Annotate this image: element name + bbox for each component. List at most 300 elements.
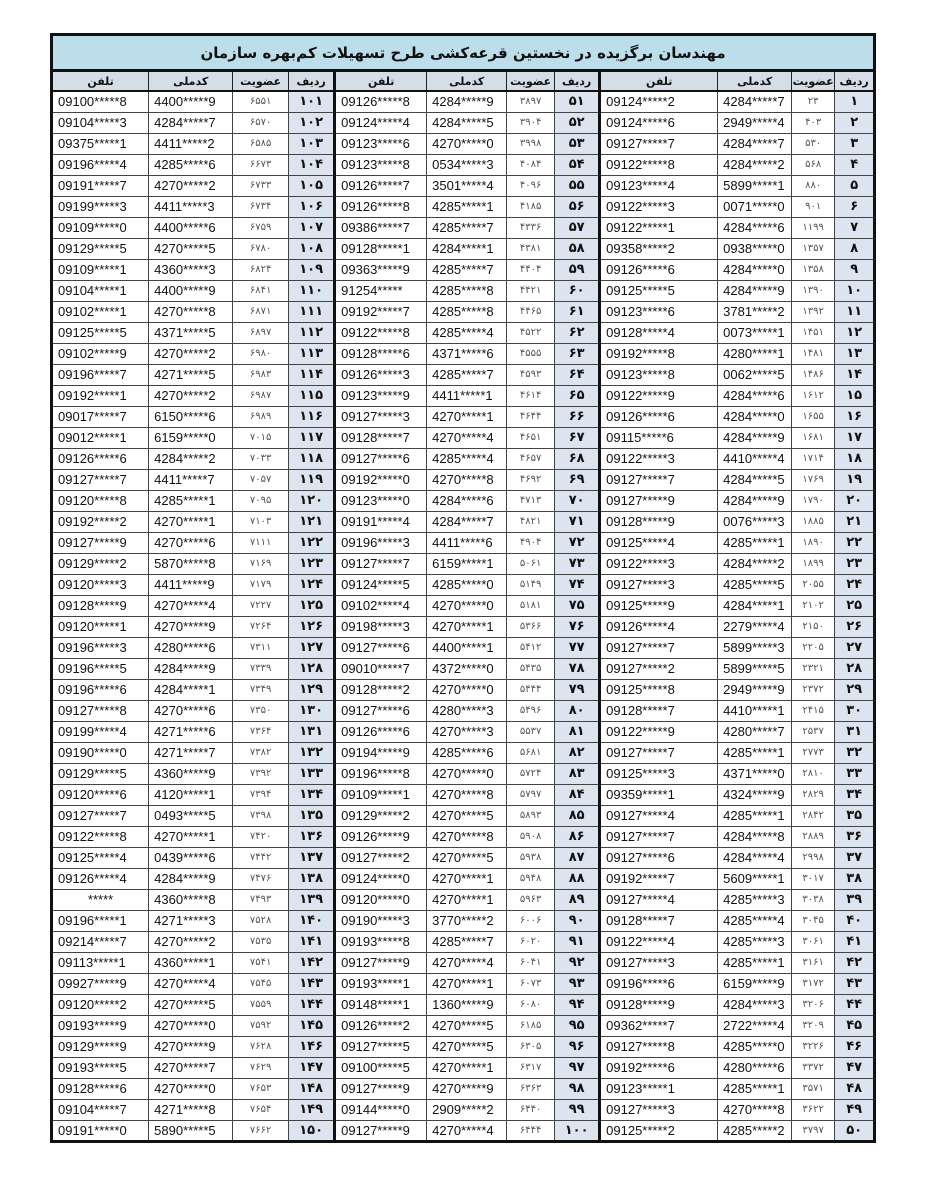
national-code-cell: 4372*****0 bbox=[427, 658, 507, 679]
phone-cell: 09375*****1 bbox=[52, 133, 149, 154]
header-row-number: ردیف bbox=[555, 71, 600, 92]
national-code-cell: 4284*****1 bbox=[718, 595, 792, 616]
row-number-cell: ۱۱۰ bbox=[289, 280, 335, 301]
national-code-cell: 4410*****1 bbox=[718, 700, 792, 721]
row-number-cell: ۹۲ bbox=[555, 952, 600, 973]
membership-cell: ۵۴۱۲ bbox=[507, 637, 555, 658]
membership-cell: ۴۷۱۳ bbox=[507, 490, 555, 511]
row-number-cell: ۱۲۳ bbox=[289, 553, 335, 574]
membership-cell: ۶۰۸۰ bbox=[507, 994, 555, 1015]
phone-cell: 09127*****7 bbox=[600, 742, 718, 763]
row-number-cell: ۱۰۲ bbox=[289, 112, 335, 133]
national-code-cell: 4270*****0 bbox=[149, 1078, 233, 1099]
membership-cell: ۳۰۱۷ bbox=[792, 868, 835, 889]
membership-cell: ۵۹۶۳ bbox=[507, 889, 555, 910]
row-number-cell: ۸۹ bbox=[555, 889, 600, 910]
national-code-cell: 4371*****0 bbox=[718, 763, 792, 784]
national-code-cell: 2909*****2 bbox=[427, 1099, 507, 1120]
row-number-cell: ۴۰ bbox=[835, 910, 875, 931]
phone-cell: 09191*****0 bbox=[52, 1120, 149, 1141]
national-code-cell: 4270*****1 bbox=[427, 616, 507, 637]
membership-cell: ۵۹۳۸ bbox=[507, 847, 555, 868]
row-number-cell: ۹۳ bbox=[555, 973, 600, 994]
row-number-cell: ۱۲۴ bbox=[289, 574, 335, 595]
national-code-cell: 0071*****0 bbox=[718, 196, 792, 217]
national-code-cell: 6159*****1 bbox=[427, 553, 507, 574]
phone-cell: 09120*****1 bbox=[52, 616, 149, 637]
national-code-cell: 4285*****1 bbox=[718, 532, 792, 553]
membership-cell: ۱۷۹۰ bbox=[792, 490, 835, 511]
row-number-cell: ۷۵ bbox=[555, 595, 600, 616]
national-code-cell: 4410*****4 bbox=[718, 448, 792, 469]
phone-cell: 09358*****2 bbox=[600, 238, 718, 259]
phone-cell: 09194*****9 bbox=[335, 742, 427, 763]
phone-cell: 09123*****8 bbox=[335, 154, 427, 175]
membership-cell: ۷۳۱۱ bbox=[233, 637, 289, 658]
national-code-cell: 4271*****3 bbox=[149, 910, 233, 931]
header-membership: عضویت bbox=[792, 71, 835, 92]
national-code-cell: 5899*****1 bbox=[718, 175, 792, 196]
national-code-cell: 4285*****0 bbox=[718, 1036, 792, 1057]
row-number-cell: ۱۴۳ bbox=[289, 973, 335, 994]
national-code-cell: 4280*****3 bbox=[427, 700, 507, 721]
membership-cell: ۱۶۵۵ bbox=[792, 406, 835, 427]
row-number-cell: ۱۲۶ bbox=[289, 616, 335, 637]
membership-cell: ۵۳۶۶ bbox=[507, 616, 555, 637]
phone-cell: 09192*****8 bbox=[600, 343, 718, 364]
row-number-cell: ۶۲ bbox=[555, 322, 600, 343]
phone-cell: 09127*****3 bbox=[335, 406, 427, 427]
phone-cell: 09128*****7 bbox=[600, 910, 718, 931]
membership-cell: ۶۹۸۹ bbox=[233, 406, 289, 427]
phone-cell: 09127*****4 bbox=[600, 889, 718, 910]
phone-cell: 09128*****9 bbox=[600, 511, 718, 532]
table-row bbox=[52, 91, 875, 112]
national-code-cell: 4271*****6 bbox=[149, 721, 233, 742]
row-number-cell: ۸۶ bbox=[555, 826, 600, 847]
row-number-cell: ۱۳۱ bbox=[289, 721, 335, 742]
phone-cell: 09386*****7 bbox=[335, 217, 427, 238]
phone-cell: 09196*****8 bbox=[335, 763, 427, 784]
phone-cell: 09125*****8 bbox=[600, 679, 718, 700]
membership-cell: ۵۹۰۸ bbox=[507, 826, 555, 847]
table-row bbox=[52, 133, 875, 154]
phone-cell: 09126*****4 bbox=[600, 616, 718, 637]
column-header-row bbox=[52, 71, 875, 92]
phone-cell: 09127*****4 bbox=[600, 805, 718, 826]
membership-cell: ۶۰۲۰ bbox=[507, 931, 555, 952]
phone-cell: 91254***** bbox=[335, 280, 427, 301]
phone-cell: 09192*****7 bbox=[600, 868, 718, 889]
row-number-cell: ۹۱ bbox=[555, 931, 600, 952]
table-row bbox=[52, 238, 875, 259]
membership-cell: ۱۷۱۴ bbox=[792, 448, 835, 469]
national-code-cell: 4285*****7 bbox=[427, 364, 507, 385]
membership-cell: ۴۴۶۵ bbox=[507, 301, 555, 322]
table-row bbox=[52, 196, 875, 217]
national-code-cell: 4360*****8 bbox=[149, 889, 233, 910]
phone-cell: 09127*****5 bbox=[335, 1036, 427, 1057]
national-code-cell: 4284*****9 bbox=[718, 427, 792, 448]
national-code-cell: 4284*****1 bbox=[149, 679, 233, 700]
table-row bbox=[52, 742, 875, 763]
phone-cell: 09128*****7 bbox=[600, 700, 718, 721]
phone-cell: 09127*****7 bbox=[52, 469, 149, 490]
header-national-code: کدملی bbox=[718, 71, 792, 92]
row-number-cell: ۲۶ bbox=[835, 616, 875, 637]
phone-cell: 09104*****7 bbox=[52, 1099, 149, 1120]
membership-cell: ۲۳ bbox=[792, 91, 835, 112]
membership-cell: ۴۰۹۶ bbox=[507, 175, 555, 196]
phone-cell: 09122*****9 bbox=[600, 721, 718, 742]
membership-cell: ۱۴۸۱ bbox=[792, 343, 835, 364]
table-row bbox=[52, 805, 875, 826]
national-code-cell: 4285*****4 bbox=[427, 448, 507, 469]
membership-cell: ۲۸۲۹ bbox=[792, 784, 835, 805]
table-row bbox=[52, 868, 875, 889]
membership-cell: ۷۰۳۳ bbox=[233, 448, 289, 469]
row-number-cell: ۵۱ bbox=[555, 91, 600, 112]
national-code-cell: 4271*****7 bbox=[149, 742, 233, 763]
phone-cell: 09128*****6 bbox=[335, 343, 427, 364]
membership-cell: ۶۳۱۷ bbox=[507, 1057, 555, 1078]
national-code-cell: 0439*****6 bbox=[149, 847, 233, 868]
phone-cell: 09123*****6 bbox=[335, 133, 427, 154]
row-number-cell: ۱۳۹ bbox=[289, 889, 335, 910]
header-national-code: کدملی bbox=[427, 71, 507, 92]
row-number-cell: ۳۶ bbox=[835, 826, 875, 847]
national-code-cell: 4270*****4 bbox=[149, 973, 233, 994]
phone-cell: 09129*****2 bbox=[335, 805, 427, 826]
national-code-cell: 4284*****8 bbox=[718, 826, 792, 847]
phone-cell: 09128*****9 bbox=[52, 595, 149, 616]
membership-cell: ۷۴۷۶ bbox=[233, 868, 289, 889]
national-code-cell: 4284*****0 bbox=[718, 406, 792, 427]
row-number-cell: ۱۹ bbox=[835, 469, 875, 490]
phone-cell: 09192*****7 bbox=[335, 301, 427, 322]
membership-cell: ۷۴۹۳ bbox=[233, 889, 289, 910]
phone-cell: 09122*****3 bbox=[600, 448, 718, 469]
phone-cell: 09120*****3 bbox=[52, 574, 149, 595]
row-number-cell: ۶۱ bbox=[555, 301, 600, 322]
row-number-cell: ۴۴ bbox=[835, 994, 875, 1015]
row-number-cell: ۵۵ bbox=[555, 175, 600, 196]
membership-cell: ۷۳۴۹ bbox=[233, 679, 289, 700]
national-code-cell: 4400*****6 bbox=[149, 217, 233, 238]
national-code-cell: 4284*****0 bbox=[718, 259, 792, 280]
page-title: مهندسان برگزیده در نخستین قرعه‌کشی طرح تسهیلات کم‌بهره سازمان bbox=[52, 35, 875, 71]
phone-cell: 09129*****5 bbox=[52, 763, 149, 784]
membership-cell: ۱۳۹۲ bbox=[792, 301, 835, 322]
table-row bbox=[52, 217, 875, 238]
membership-cell: ۸۸۰ bbox=[792, 175, 835, 196]
membership-cell: ۷۵۴۱ bbox=[233, 952, 289, 973]
membership-cell: ۷۳۹۲ bbox=[233, 763, 289, 784]
phone-cell: 09193*****5 bbox=[52, 1057, 149, 1078]
row-number-cell: ۲۷ bbox=[835, 637, 875, 658]
row-number-cell: ۸۵ bbox=[555, 805, 600, 826]
row-number-cell: ۳۳ bbox=[835, 763, 875, 784]
row-number-cell: ۱۵۰ bbox=[289, 1120, 335, 1141]
membership-cell: ۶۸۹۷ bbox=[233, 322, 289, 343]
phone-cell: 09127*****6 bbox=[335, 637, 427, 658]
membership-cell: ۴۸۲۱ bbox=[507, 511, 555, 532]
membership-cell: ۲۰۵۵ bbox=[792, 574, 835, 595]
row-number-cell: ۱۰ bbox=[835, 280, 875, 301]
title-row bbox=[52, 35, 875, 71]
row-number-cell: ۴۷ bbox=[835, 1057, 875, 1078]
membership-cell: ۴۵۲۲ bbox=[507, 322, 555, 343]
membership-cell: ۲۴۱۵ bbox=[792, 700, 835, 721]
phone-cell: 09102*****9 bbox=[52, 343, 149, 364]
row-number-cell: ۳۷ bbox=[835, 847, 875, 868]
row-number-cell: ۱۱۵ bbox=[289, 385, 335, 406]
row-number-cell: ۱۳۷ bbox=[289, 847, 335, 868]
row-number-cell: ۴۲ bbox=[835, 952, 875, 973]
phone-cell: 09125*****5 bbox=[52, 322, 149, 343]
phone-cell: 09127*****7 bbox=[600, 133, 718, 154]
phone-cell: 09127*****7 bbox=[600, 469, 718, 490]
national-code-cell: 4284*****7 bbox=[149, 112, 233, 133]
table-row bbox=[52, 1078, 875, 1099]
national-code-cell: 4270*****8 bbox=[718, 1099, 792, 1120]
phone-cell: 09113*****1 bbox=[52, 952, 149, 973]
phone-cell: 09125*****4 bbox=[600, 532, 718, 553]
row-number-cell: ۱ bbox=[835, 91, 875, 112]
table-row bbox=[52, 406, 875, 427]
national-code-cell: 4284*****9 bbox=[149, 868, 233, 889]
membership-cell: ۲۷۷۳ bbox=[792, 742, 835, 763]
phone-cell: 09122*****1 bbox=[600, 217, 718, 238]
phone-cell: 09129*****2 bbox=[52, 553, 149, 574]
membership-cell: ۱۱۹۹ bbox=[792, 217, 835, 238]
row-number-cell: ۱۴۹ bbox=[289, 1099, 335, 1120]
row-number-cell: ۱۲۲ bbox=[289, 532, 335, 553]
table-row bbox=[52, 1036, 875, 1057]
membership-cell: ۶۰۴۱ bbox=[507, 952, 555, 973]
phone-cell: 09123*****9 bbox=[335, 385, 427, 406]
national-code-cell: 0073*****1 bbox=[718, 322, 792, 343]
national-code-cell: 2722*****4 bbox=[718, 1015, 792, 1036]
phone-cell: 09192*****1 bbox=[52, 385, 149, 406]
row-number-cell: ۸۷ bbox=[555, 847, 600, 868]
membership-cell: ۲۱۰۲ bbox=[792, 595, 835, 616]
table-row bbox=[52, 553, 875, 574]
phone-cell: 09192*****6 bbox=[600, 1057, 718, 1078]
row-number-cell: ۱۳۵ bbox=[289, 805, 335, 826]
row-number-cell: ۱۴ bbox=[835, 364, 875, 385]
membership-cell: ۶۵۷۰ bbox=[233, 112, 289, 133]
row-number-cell: ۱۲۰ bbox=[289, 490, 335, 511]
national-code-cell: 4284*****1 bbox=[427, 238, 507, 259]
national-code-cell: 4285*****1 bbox=[149, 490, 233, 511]
membership-cell: ۳۰۴۵ bbox=[792, 910, 835, 931]
row-number-cell: ۲۴ bbox=[835, 574, 875, 595]
national-code-cell: 5899*****5 bbox=[718, 658, 792, 679]
row-number-cell: ۱۱۷ bbox=[289, 427, 335, 448]
membership-cell: ۱۴۵۱ bbox=[792, 322, 835, 343]
membership-cell: ۵۵۳۷ bbox=[507, 721, 555, 742]
national-code-cell: 4270*****2 bbox=[149, 931, 233, 952]
phone-cell: 09127*****7 bbox=[52, 805, 149, 826]
national-code-cell: 4270*****0 bbox=[149, 1015, 233, 1036]
national-code-cell: 4284*****7 bbox=[718, 133, 792, 154]
phone-cell: 09126*****8 bbox=[335, 196, 427, 217]
membership-cell: ۷۶۶۲ bbox=[233, 1120, 289, 1141]
national-code-cell: 4270*****2 bbox=[149, 385, 233, 406]
membership-cell: ۵۹۴۸ bbox=[507, 868, 555, 889]
phone-cell: 09125*****3 bbox=[600, 763, 718, 784]
table-row bbox=[52, 931, 875, 952]
national-code-cell: 0076*****3 bbox=[718, 511, 792, 532]
national-code-cell: 4360*****3 bbox=[149, 259, 233, 280]
national-code-cell: 4411*****9 bbox=[149, 574, 233, 595]
row-number-cell: ۹۶ bbox=[555, 1036, 600, 1057]
phone-cell: 09102*****4 bbox=[335, 595, 427, 616]
membership-cell: ۶۳۶۳ bbox=[507, 1078, 555, 1099]
phone-cell: 09109*****1 bbox=[335, 784, 427, 805]
table-row bbox=[52, 700, 875, 721]
phone-cell: 09127*****8 bbox=[600, 1036, 718, 1057]
row-number-cell: ۷۸ bbox=[555, 658, 600, 679]
phone-cell: 09123*****1 bbox=[600, 1078, 718, 1099]
membership-cell: ۱۷۶۹ bbox=[792, 469, 835, 490]
national-code-cell: 4284*****9 bbox=[718, 280, 792, 301]
header-phone: تلفن bbox=[335, 71, 427, 92]
phone-cell: 09123*****8 bbox=[600, 364, 718, 385]
row-number-cell: ۶۳ bbox=[555, 343, 600, 364]
membership-cell: ۶۰۷۳ bbox=[507, 973, 555, 994]
national-code-cell: 4285*****4 bbox=[718, 910, 792, 931]
national-code-cell: 4285*****8 bbox=[427, 301, 507, 322]
national-code-cell: 6159*****9 bbox=[718, 973, 792, 994]
row-number-cell: ۱۳۶ bbox=[289, 826, 335, 847]
phone-cell: 09128*****7 bbox=[335, 427, 427, 448]
table-row bbox=[52, 532, 875, 553]
row-number-cell: ۹۰ bbox=[555, 910, 600, 931]
phone-cell: 09115*****6 bbox=[600, 427, 718, 448]
row-number-cell: ۱۰۴ bbox=[289, 154, 335, 175]
phone-cell: 09127*****9 bbox=[335, 1078, 427, 1099]
national-code-cell: 4271*****8 bbox=[149, 1099, 233, 1120]
phone-cell: 09123*****4 bbox=[600, 175, 718, 196]
membership-cell: ۷۲۲۷ bbox=[233, 595, 289, 616]
national-code-cell: 4270*****0 bbox=[427, 679, 507, 700]
national-code-cell: 0062*****5 bbox=[718, 364, 792, 385]
national-code-cell: 4360*****9 bbox=[149, 763, 233, 784]
membership-cell: ۷۵۵۹ bbox=[233, 994, 289, 1015]
row-number-cell: ۱۲ bbox=[835, 322, 875, 343]
membership-cell: ۳۲۰۹ bbox=[792, 1015, 835, 1036]
membership-cell: ۱۳۹۰ bbox=[792, 280, 835, 301]
national-code-cell: 4270*****7 bbox=[149, 1057, 233, 1078]
header-row-number: ردیف bbox=[835, 71, 875, 92]
row-number-cell: ۱۰۱ bbox=[289, 91, 335, 112]
membership-cell: ۵۳۰ bbox=[792, 133, 835, 154]
national-code-cell: 3781*****2 bbox=[718, 301, 792, 322]
phone-cell: 09196*****6 bbox=[52, 679, 149, 700]
national-code-cell: 1360*****9 bbox=[427, 994, 507, 1015]
table-row bbox=[52, 301, 875, 322]
membership-cell: ۳۹۹۸ bbox=[507, 133, 555, 154]
national-code-cell: 4270*****5 bbox=[427, 1036, 507, 1057]
national-code-cell: 4270*****4 bbox=[427, 1120, 507, 1141]
membership-cell: ۴۵۵۵ bbox=[507, 343, 555, 364]
phone-cell: 09127*****7 bbox=[335, 553, 427, 574]
header-row-number: ردیف bbox=[289, 71, 335, 92]
membership-cell: ۱۶۱۲ bbox=[792, 385, 835, 406]
phone-cell: 09127*****7 bbox=[600, 637, 718, 658]
row-number-cell: ۳۸ bbox=[835, 868, 875, 889]
membership-cell: ۳۷۹۷ bbox=[792, 1120, 835, 1141]
membership-cell: ۵۷۹۷ bbox=[507, 784, 555, 805]
phone-cell: 09127*****2 bbox=[335, 847, 427, 868]
membership-cell: ۴۹۰۴ bbox=[507, 532, 555, 553]
national-code-cell: 4411*****7 bbox=[149, 469, 233, 490]
membership-cell: ۷۴۴۲ bbox=[233, 847, 289, 868]
phone-cell: 09109*****0 bbox=[52, 217, 149, 238]
phone-cell: 09126*****4 bbox=[52, 868, 149, 889]
phone-cell: 09017*****7 bbox=[52, 406, 149, 427]
national-code-cell: 4284*****2 bbox=[718, 154, 792, 175]
phone-cell: 09123*****0 bbox=[335, 490, 427, 511]
phone-cell: 09126*****3 bbox=[335, 364, 427, 385]
phone-cell: 09126*****8 bbox=[335, 91, 427, 112]
phone-cell: 09129*****5 bbox=[52, 238, 149, 259]
row-number-cell: ۷ bbox=[835, 217, 875, 238]
phone-cell: 09126*****9 bbox=[335, 826, 427, 847]
membership-cell: ۵۴۴۴ bbox=[507, 679, 555, 700]
row-number-cell: ۶۵ bbox=[555, 385, 600, 406]
row-number-cell: ۲۳ bbox=[835, 553, 875, 574]
membership-cell: ۵۴۳۵ bbox=[507, 658, 555, 679]
row-number-cell: ۳ bbox=[835, 133, 875, 154]
membership-cell: ۷۶۵۴ bbox=[233, 1099, 289, 1120]
row-number-cell: ۶۰ bbox=[555, 280, 600, 301]
national-code-cell: 4270*****2 bbox=[149, 343, 233, 364]
table-row bbox=[52, 973, 875, 994]
row-number-cell: ۷۳ bbox=[555, 553, 600, 574]
membership-cell: ۱۸۹۹ bbox=[792, 553, 835, 574]
membership-cell: ۶۸۷۱ bbox=[233, 301, 289, 322]
national-code-cell: 4270*****4 bbox=[427, 952, 507, 973]
row-number-cell: ۷۹ bbox=[555, 679, 600, 700]
membership-cell: ۳۲۰۶ bbox=[792, 994, 835, 1015]
membership-cell: ۳۰۳۸ bbox=[792, 889, 835, 910]
membership-cell: ۲۸۴۲ bbox=[792, 805, 835, 826]
row-number-cell: ۲۵ bbox=[835, 595, 875, 616]
national-code-cell: 4271*****5 bbox=[149, 364, 233, 385]
phone-cell: 09127*****3 bbox=[600, 1099, 718, 1120]
membership-cell: ۶۳۰۵ bbox=[507, 1036, 555, 1057]
row-number-cell: ۸۴ bbox=[555, 784, 600, 805]
membership-cell: ۷۳۳۹ bbox=[233, 658, 289, 679]
row-number-cell: ۹ bbox=[835, 259, 875, 280]
phone-cell: 09127*****3 bbox=[600, 574, 718, 595]
row-number-cell: ۱۱۳ bbox=[289, 343, 335, 364]
membership-cell: ۲۳۲۱ bbox=[792, 658, 835, 679]
national-code-cell: 4270*****1 bbox=[149, 511, 233, 532]
row-number-cell: ۹۹ bbox=[555, 1099, 600, 1120]
membership-cell: ۲۳۷۲ bbox=[792, 679, 835, 700]
row-number-cell: ۹۸ bbox=[555, 1078, 600, 1099]
row-number-cell: ۱۱۴ bbox=[289, 364, 335, 385]
phone-cell: 09122*****3 bbox=[600, 196, 718, 217]
national-code-cell: 4270*****9 bbox=[427, 1078, 507, 1099]
national-code-cell: 4270*****8 bbox=[427, 469, 507, 490]
row-number-cell: ۱۱۲ bbox=[289, 322, 335, 343]
row-number-cell: ۱۴۷ bbox=[289, 1057, 335, 1078]
